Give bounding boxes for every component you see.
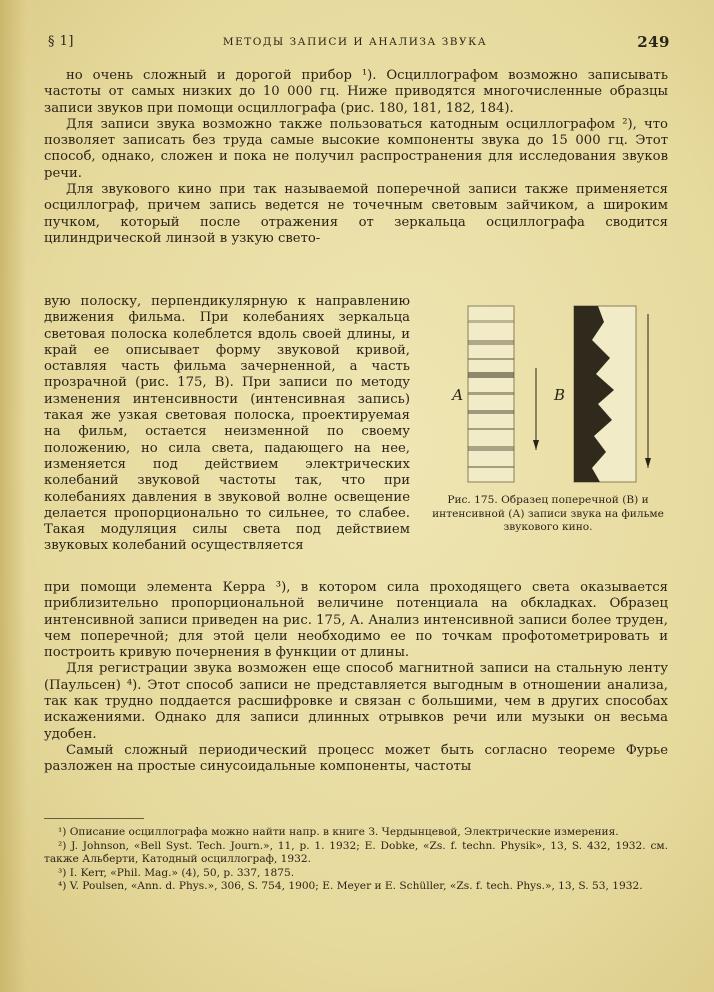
footnote-divider	[44, 818, 144, 819]
footnote: ¹) Описание осциллографа можно найти напр. в книге З. Чердынцевой, Электрические измерения.	[58, 826, 619, 838]
film-strip-illustration	[426, 300, 670, 490]
page-gutter-shadow	[0, 0, 26, 992]
figure-caption: Рис. 175. Образец поперечной (В) и интенсивной (А) записи звука на фильме звукового кино.	[432, 494, 664, 533]
footnote: ³) I. Kerr, «Phil. Mag.» (4), 50, p. 337, 1875.	[58, 866, 295, 879]
paragraph: при помощи элемента Керра ³), в котором сила проходящего света оказывается приблизительно пропорциональной величине потенциала на обкладках. Образец интенсивной записи приведен на рис. 175, А. Анализ интенсивной записи более труден, чем поперечной; для этой цели необходимо ее по точкам профотометрировать и построить кривую почернения в функции от длины.	[44, 580, 668, 661]
body-text-top	[44, 68, 668, 247]
running-title: МЕТОДЫ ЗАПИСИ И АНАЛИЗА ЗВУКА	[222, 36, 488, 48]
footnotes	[44, 826, 668, 894]
page-number: 249	[637, 33, 670, 51]
running-header	[40, 34, 670, 56]
paragraph: вую полоску, перпендикулярную к направлению движения фильма. При колебаниях зеркальца световая полоска колеблется вдоль своей длины, и край ее описывает форму звуковой кривой, оставляя часть фильма зачерненной, а часть прозрачной (рис. 175, В). При записи по методу изменения интенсивности (интенсивная запись) такая же узкая световая полоска, проектируемая на фильм, остается неизменной по своему положению, но сила света, падающего на нее, изменяется под действием электрических колебаний звуковой частоты так, что при колебаниях давления в звуковой волне освещение делается пропорционально то сильнее, то слабее. Такая модуляция силы света под действием звуковых колебаний осуществляется	[44, 294, 410, 554]
body-text-bottom	[44, 580, 668, 776]
paragraph: Для записи звука возможно также пользоваться катодным осциллографом ²), что позволяет записать без труда самые высокие компоненты звука до 15 000 гц. Этот способ, однако, сложен и пока не получил распространения для исследования звуков речи.	[44, 116, 668, 181]
paragraph: Для звукового кино при так называемой поперечной записи также применяется осциллограф, причем запись ведется не точечным световым зайчиком, а широким пучком, который после отражения от зеркальца осциллографа сводится цилиндрической линзой в узкую свето-	[44, 182, 668, 246]
figure-label-a: А	[452, 386, 464, 404]
paragraph: но очень сложный и дорогой прибор ¹). Осциллографом возможно записывать частоты от самых низких до 10 000 гц. Ниже приводятся многочисленные образцы записи звуков при помощи осциллографа (рис. 180, 181, 182, 184).	[44, 68, 668, 116]
figure-label-b: В	[554, 386, 566, 404]
footnote: ²) J. Johnson, «Bell Syst. Tech. Journ.», 11, p. 1. 1932; E. Dobke, «Zs. f. techn. Physik», 13, S. 432, 1932. см. также Альберти, Катодный осциллограф, 1932.	[44, 839, 668, 866]
paragraph: Для регистрации звука возможен еще способ магнитной записи на стальную ленту (Паульсен) ⁴). Этот способ записи не представляется выгодным в отношении анализа, так как трудно поддается расшифровке и связан с большими, чем в других способах искажениями. Однако для записи длинных отрывков речи или музыки он весьма удобен.	[44, 661, 668, 742]
body-text-wrapped	[44, 294, 410, 555]
section-number: § 1]	[48, 34, 74, 49]
footnote: ⁴) V. Poulsen, «Ann. d. Phys.», 306, S. 754, 1900; E. Meyer и E. Schüller, «Zs. f. tech. Phys.», 13, S. 53, 1932.	[58, 880, 643, 893]
paragraph: Самый сложный периодический процесс может быть согласно теореме Фурье разложен на простые синусоидальные компоненты, частоты	[44, 742, 668, 775]
